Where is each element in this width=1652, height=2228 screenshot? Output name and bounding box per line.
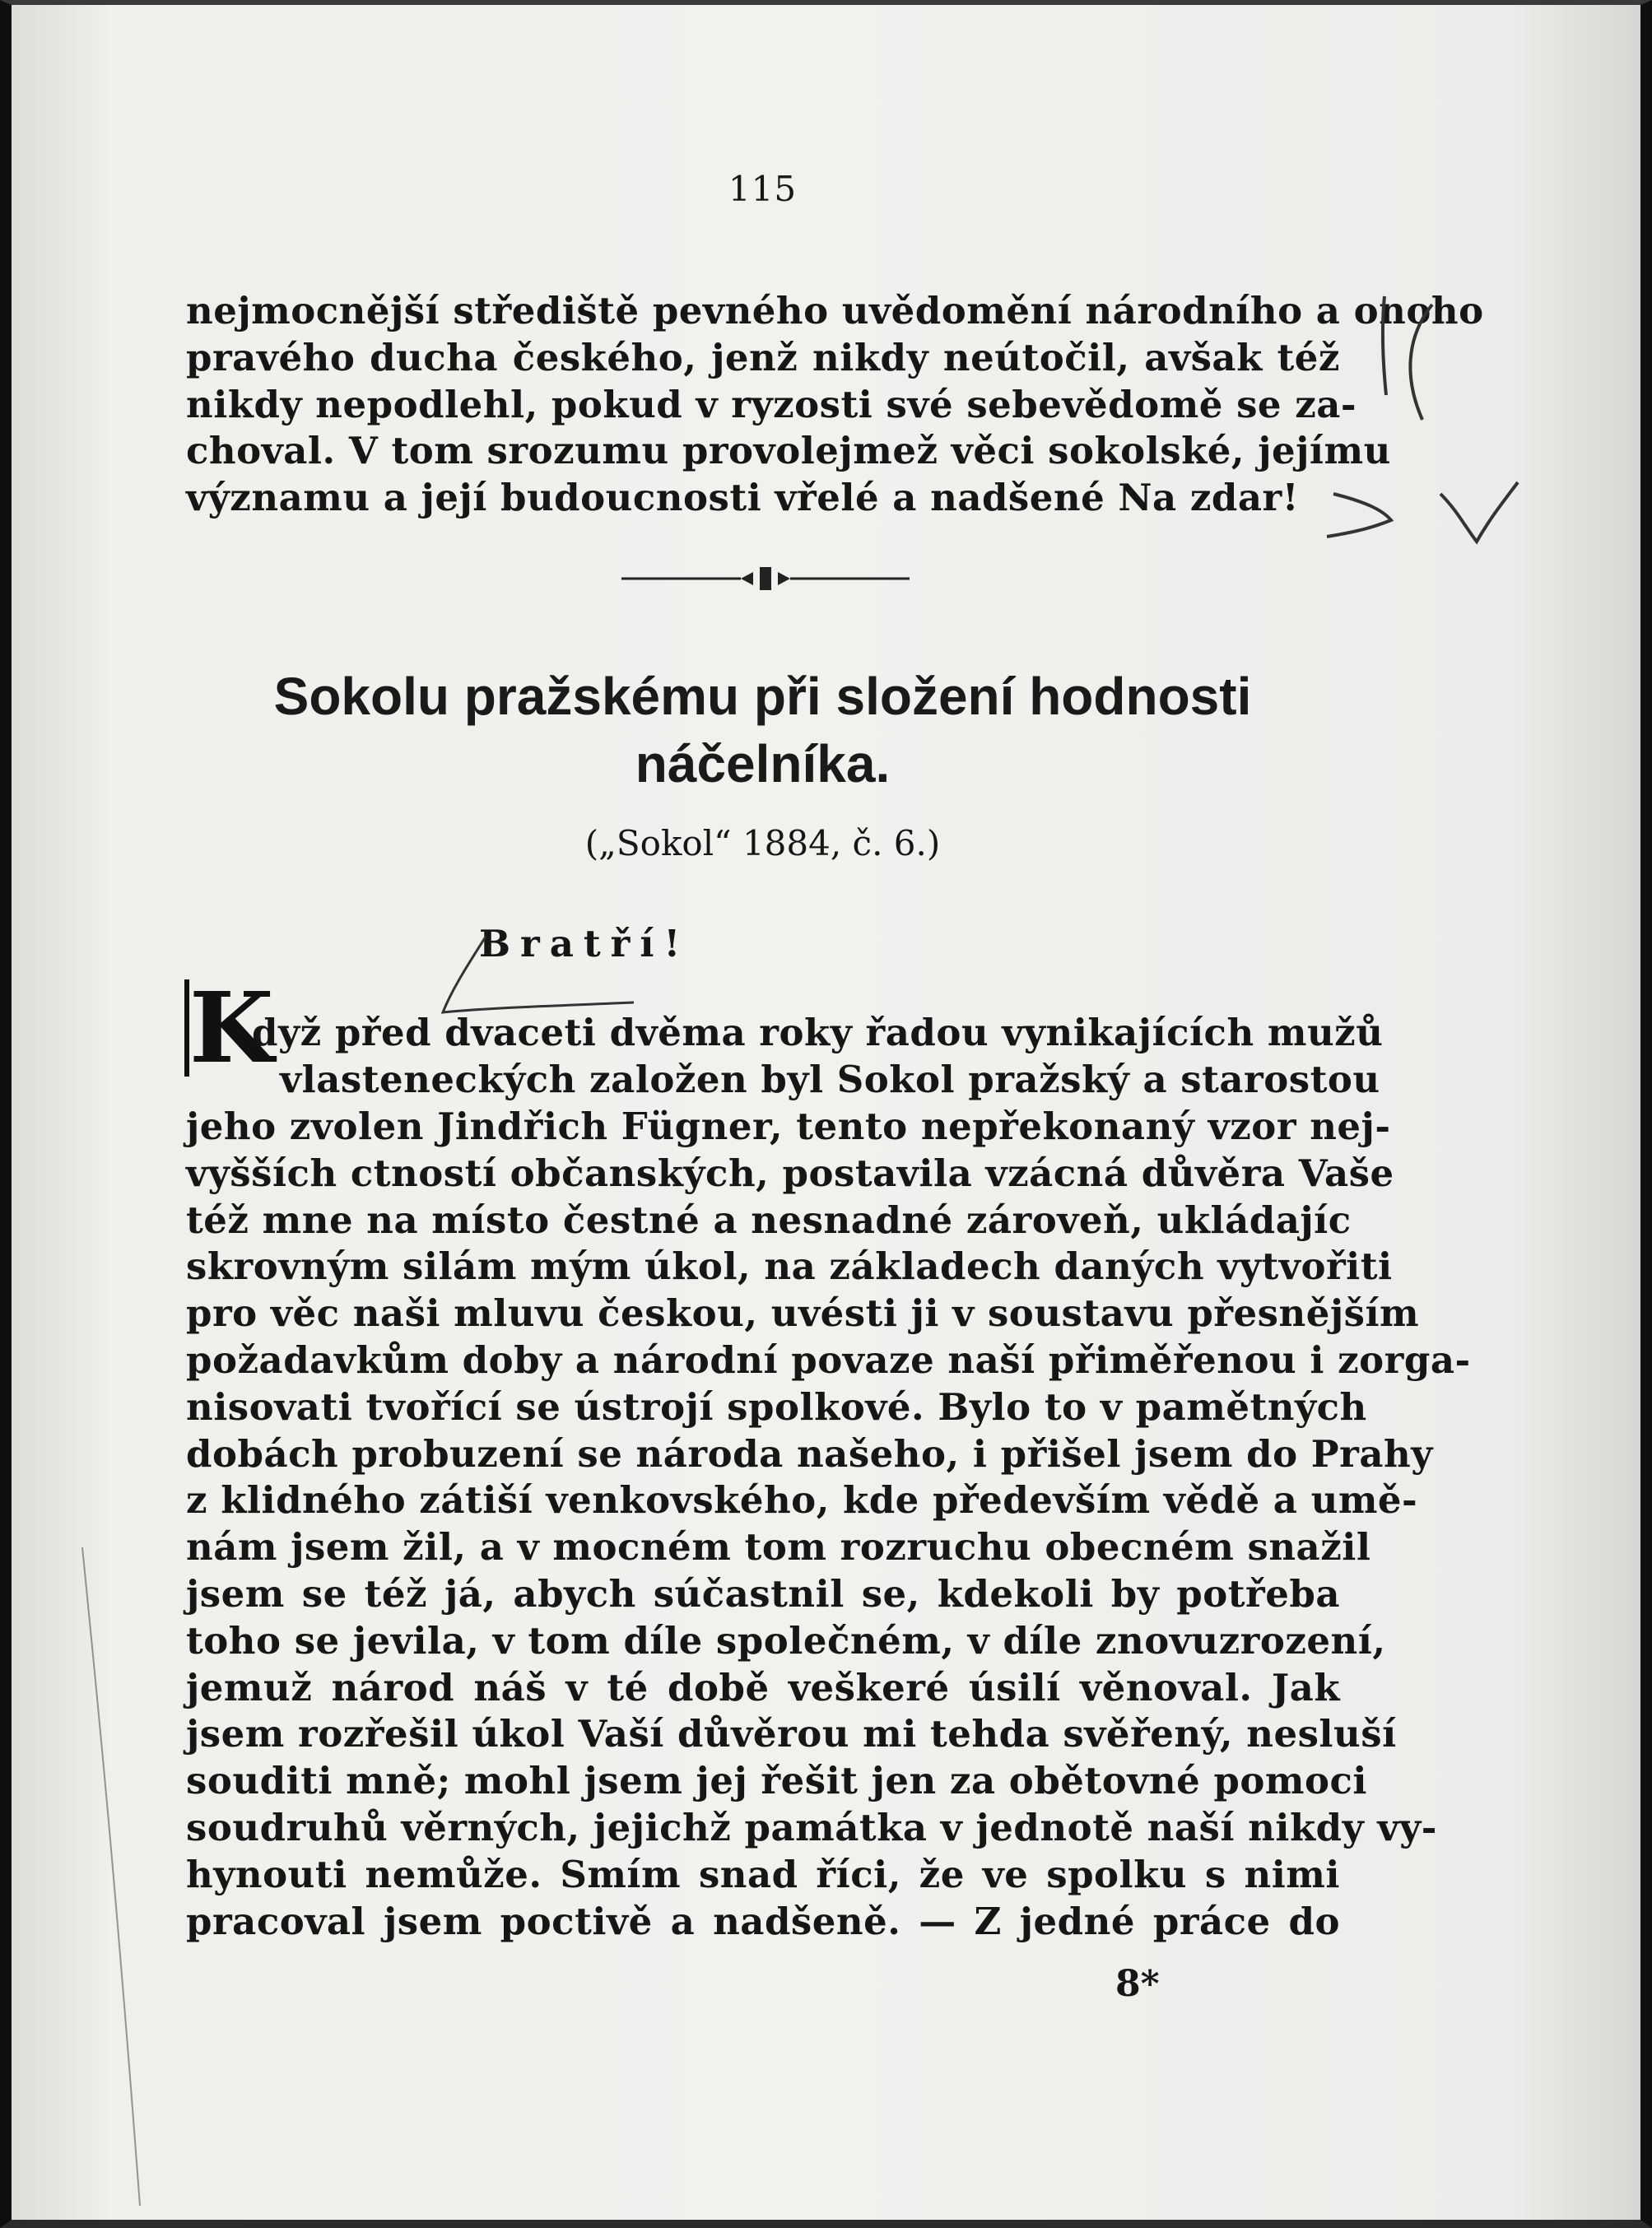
text-line: pracoval jsem poctivě a nadšeně. — Z jedné práce do — [186, 1899, 1340, 1943]
text-line: hynouti nemůže. Smím snad říci, že ve spolku s nimi — [186, 1852, 1340, 1896]
text-line: nikdy nepodlehl, pokud v ryzosti své sebevědomě se za- — [186, 382, 1357, 426]
paragraph-continued — [186, 288, 1484, 522]
text-line: požadavkům doby a národní povaze naší přiměřenou i zorga- — [186, 1337, 1471, 1382]
page-number: 115 — [728, 169, 798, 209]
printer-signature-mark: 8* — [1115, 1963, 1160, 2005]
text-line: významu a její budoucnosti vřelé a nadšené Na zdar! — [186, 476, 1300, 520]
article-title-line: Sokolu pražskému při složení hodnosti — [273, 667, 1252, 726]
text-line: z klidného zátiší venkovského, kde především vědě a umě- — [186, 1478, 1418, 1523]
text-line: dobách probuzení se národa našeho, i přišel jsem do Prahy — [186, 1431, 1433, 1476]
text-line: dyž před dvaceti dvěma roky řadou vynikajících mužů — [252, 1011, 1384, 1054]
text-line: jsem se též já, abych súčastnil se, kdekoli by potřeba — [186, 1571, 1340, 1616]
article-title — [0, 663, 1525, 798]
text-line: jeho zvolen Jindřich Fügner, tento nepřekonaný vzor nej- — [186, 1105, 1391, 1148]
text-line: pro věc naši mluvu českou, uvésti ji v soustavu přesnějším — [186, 1291, 1420, 1336]
drop-cap: K — [184, 979, 257, 1077]
text-line: nisovati tvořící se ústrojí spolkové. Bylo to v pamětných — [186, 1384, 1367, 1429]
greeting: Bratří! — [479, 922, 691, 965]
text-line: toho se jevila, v tom díle společném, v díle znovuzrození, — [186, 1618, 1386, 1663]
text-line: skrovným silám mým úkol, na základech daných vytvořiti — [186, 1244, 1393, 1289]
paragraph-body — [186, 1104, 1471, 1945]
section-separator-ornament — [621, 562, 910, 595]
margin-pencil-marks — [1317, 280, 1547, 576]
paragraph-second-line — [280, 1057, 1380, 1104]
text-line: nejmocnější střediště pevného uvědomění národního a onoho — [186, 289, 1484, 333]
text-line: nám jsem žil, a v mocném tom rozruchu obecném snažil — [186, 1525, 1371, 1570]
text-line: soudruhů věrných, jejichž památka v jednotě naší nikdy vy- — [186, 1805, 1437, 1849]
text-line: pravého ducha českého, jenž nikdy neútočil, avšak též — [186, 335, 1340, 379]
article-source: („Sokol“ 1884, č. 6.) — [584, 823, 941, 863]
text-line: též mne na místo čestné a nesnadné zároveň, ukládajíc — [186, 1198, 1352, 1242]
text-line: jsem rozřešil úkol Vaší důvěrou mi tehda svěřený, nesluší — [186, 1712, 1397, 1756]
article-title-line: náčelníka. — [635, 734, 891, 793]
text-line: choval. V tom srozumu provolejmež věci sokolské, jejímu — [186, 429, 1391, 473]
text-line: vlasteneckých založen byl Sokol pražský a starostou — [280, 1058, 1380, 1101]
text-line: jemuž národ náš v té době veškeré úsilí věnoval. Jak — [186, 1665, 1340, 1709]
text-line: vyšších ctností občanských, postavila vzácná důvěra Vaše — [186, 1151, 1394, 1195]
text-line: souditi mně; mohl jsem jej řešit jen za obětovné pomoci — [186, 1759, 1367, 1803]
paragraph-first-line — [252, 1010, 1384, 1057]
margin-pencil-streak — [66, 1547, 165, 2222]
